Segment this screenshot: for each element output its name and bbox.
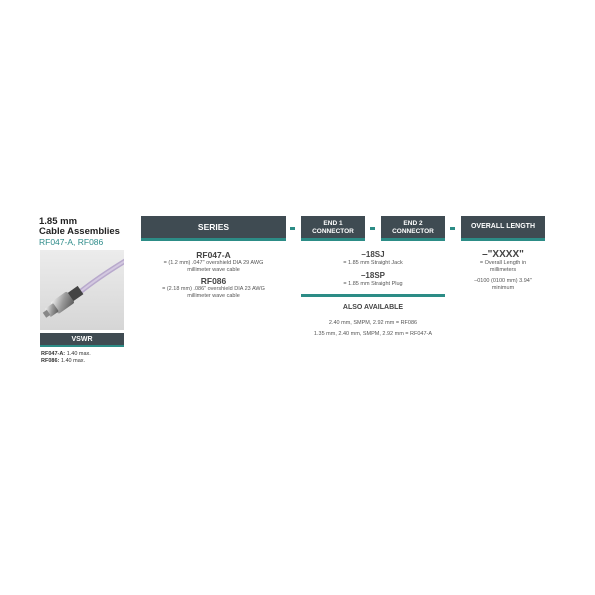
end1-connector-header bbox=[301, 216, 365, 241]
overall-length-options bbox=[461, 249, 545, 291]
end1-desc: = 1.85 mm Straight Plug bbox=[343, 280, 403, 287]
end1-header-line2: CONNECTOR bbox=[312, 227, 354, 235]
also-available-divider bbox=[301, 294, 445, 297]
series-desc: = (2.18 mm) .086" overshield DIA 23 AWG bbox=[162, 286, 265, 292]
vswr-row bbox=[41, 358, 85, 365]
series-code: RF047-A bbox=[196, 250, 231, 260]
vswr-row bbox=[41, 351, 91, 358]
cable-connector-image bbox=[40, 250, 124, 330]
separator-dash bbox=[370, 227, 375, 230]
product-subtitle: RF047-A, RF086 bbox=[39, 237, 104, 247]
also-available-line: 2.40 mm, SMPM, 2.92 mm = RF086 bbox=[328, 320, 418, 326]
length-range: minimum bbox=[491, 284, 515, 291]
end2-header-line1: END 2 bbox=[403, 220, 423, 227]
end2-connector-header bbox=[381, 216, 445, 241]
vswr-label: VSWR bbox=[40, 333, 124, 347]
separator-dash bbox=[450, 227, 455, 230]
series-desc: millimeter wave cable bbox=[187, 292, 240, 299]
cable-assembly-photo bbox=[40, 250, 124, 330]
vswr-model: RF047-A: bbox=[41, 351, 66, 357]
series-desc: millimeter wave cable bbox=[187, 266, 240, 273]
series-code: RF086 bbox=[200, 276, 227, 286]
also-available-line: 1.35 mm, 2.40 mm, SMPM, 2.92 mm = RF047-A bbox=[313, 331, 433, 337]
length-range: –0100 (0100 mm) 3.94" bbox=[474, 278, 532, 284]
end1-code: –18SP bbox=[360, 270, 386, 280]
end1-header-line1: END 1 bbox=[323, 220, 343, 227]
separator-dash bbox=[290, 227, 295, 230]
also-available-title: ALSO AVAILABLE bbox=[342, 304, 404, 311]
overall-length-header: OVERALL LENGTH bbox=[461, 216, 545, 241]
series-header: SERIES bbox=[141, 216, 286, 241]
vswr-value: 1.40 max. bbox=[60, 358, 86, 364]
end1-desc: = 1.85 mm Straight Jack bbox=[343, 260, 403, 266]
end1-code: –18SJ bbox=[361, 250, 385, 259]
length-desc: millimeters bbox=[489, 266, 517, 273]
series-desc: = (1.2 mm) .047" overshield DIA 29 AWG bbox=[163, 260, 264, 266]
end2-header-line2: CONNECTOR bbox=[392, 227, 434, 235]
length-code: –"XXXX" bbox=[482, 249, 524, 260]
series-options bbox=[141, 250, 286, 299]
product-title: Cable Assemblies bbox=[39, 226, 120, 237]
end1-options bbox=[301, 250, 445, 287]
length-desc: = Overall Length in bbox=[479, 260, 527, 266]
product-size: 1.85 mm bbox=[39, 216, 78, 227]
vswr-value: 1.40 max. bbox=[66, 351, 91, 357]
vswr-model: RF086: bbox=[41, 358, 60, 364]
